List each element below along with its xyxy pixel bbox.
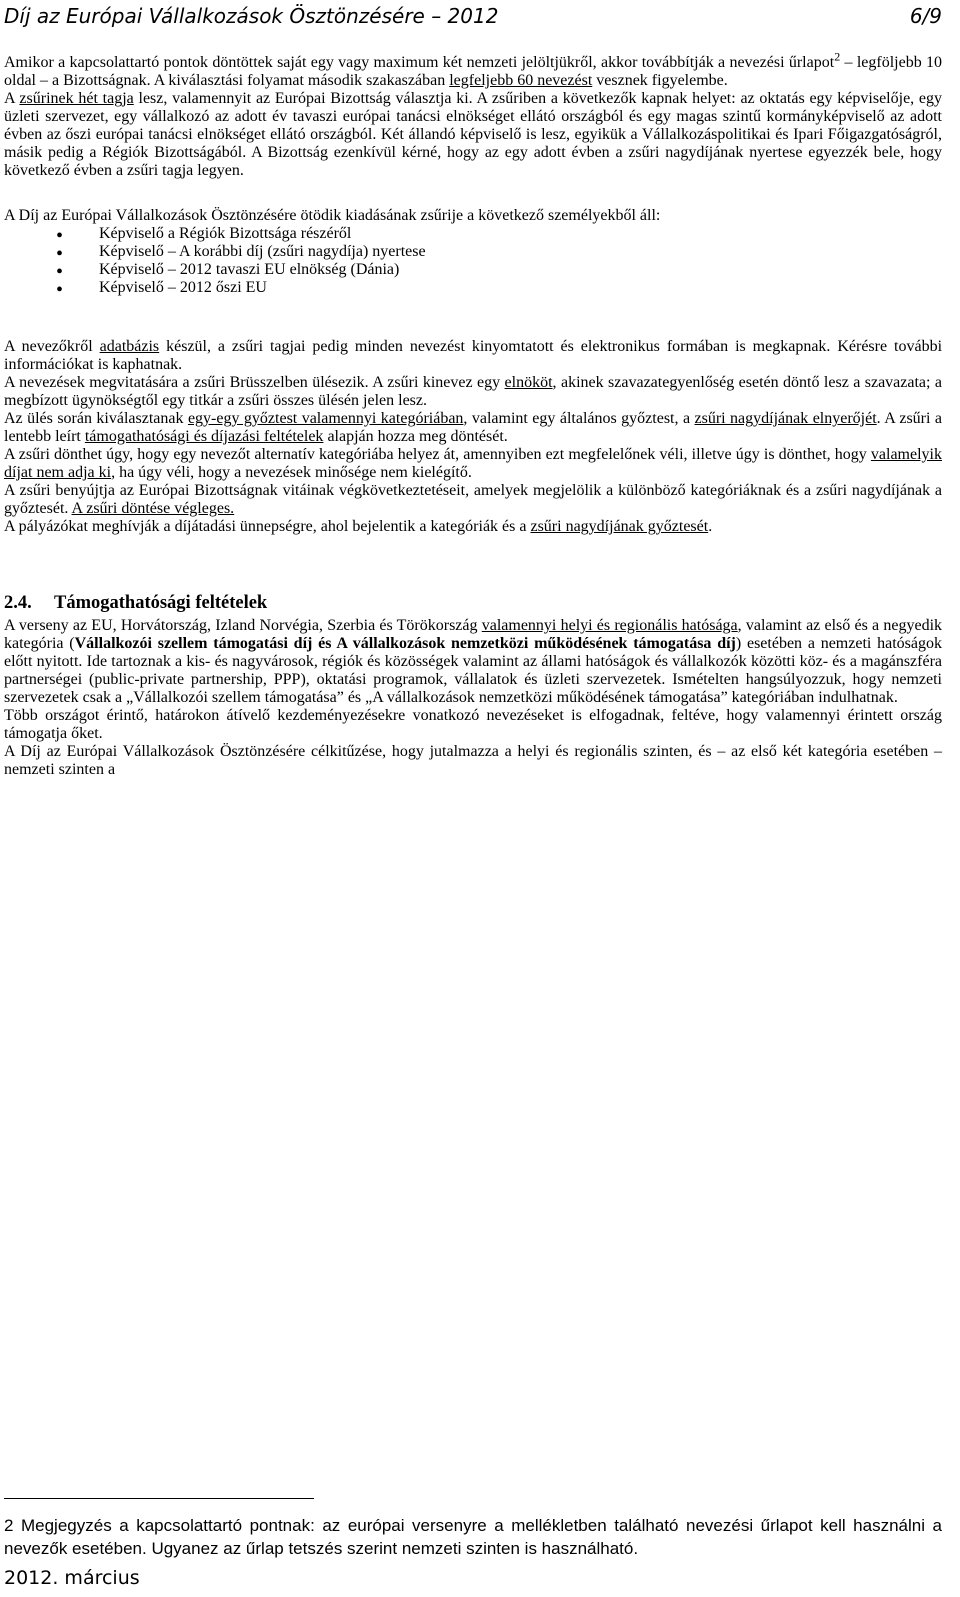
paragraph-submission: Amikor a kapcsolattartó pontok döntöttek saját egy vagy maximum két nemzeti jelöltjükről, akkor továbbítják a nevezési űrlapot$^2$ – legföljebb 10 oldal – a Bizottságnak. A kiválasztási folyamat második szakaszában legfeljebb 60 nevezést vesznek figyelembe.	[4, 49, 943, 89]
jury-list	[4, 225, 942, 297]
paragraph-ceremony: A pályázókat meghívják a díjátadási ünnepségre, ahol bejelentik a kategóriák és a zsűri nagydíjának győztesét.	[4, 518, 713, 535]
paragraph-jury-members: A zsűrinek hét tagja lesz, valamennyit az Európai Bizottság választja ki. A zsűriben a következők kapnak helyet: az oktatás egy képviselője, egy üzleti szervezet, egy vállalkozó az adott év tavaszi európai tanácsi elnökséget ellátó országból és egy magas szintű kormányképviselő az adott évben az őszi európai tanácsi elnökséget ellátó országból. Két állandó képviselő is lesz, egyikük a Vállalkozáspolitikai és Ipari Főigazgatóságról, másik pedig a Régiók Bizottságából. A Bizottság ezenkívül kérné, hogy az egy adott évben a zsűri nagydíjának nyertese egyezzék bele, hogy következő évben a zsűri tagja legyen.	[4, 90, 943, 179]
footnote: 2 Megjegyzés a kapcsolattartó pontnak: az európai versenyre a mellékletben található nevezési űrlapot kell használni a nevezők esetében. Ugyanez az űrlap tetszés szerint nemzeti szinten is használható.	[4, 1516, 942, 1558]
list-item: • Képviselő a Régiók Bizottsága részéről	[4, 225, 942, 243]
page-number: 6/9	[909, 4, 942, 28]
page-header	[4, 4, 942, 32]
footnote-ref[interactable]: 2	[834, 49, 841, 64]
paragraph-objective: A Díj az Európai Vállalkozások Ösztönzésére célkitűzése, hogy jutalmazza a helyi és regionális szinten, és – az első két kategória esetében – nemzeti szinten a	[4, 743, 942, 779]
page-footer-date: 2012. március	[4, 1567, 140, 1589]
list-item: • Képviselő – A korábbi díj (zsűri nagydíja) nyertese	[4, 243, 942, 261]
section-heading: 2.4. Támogathatósági feltételek	[4, 593, 268, 613]
paragraph-cross-border: Több országot érintő, határokon átívelő kezdeményezésekre vonatkozó nevezéseket is elfogadnak, feltéve, hogy valamennyi érintett ország támogatja őket.	[4, 707, 942, 743]
paragraph-conclusions: A zsűri benyújtja az Európai Bizottságnak vitáinak végkövetkeztetéseit, amelyek megjelölik a különböző kategóriáknak és a zsűri nagydíjának a győztesét. A zsűri döntése végleges.	[4, 482, 942, 517]
document-title: Díj az Európai Vállalkozások Ösztönzésére – 2012	[4, 4, 499, 28]
paragraph-meeting: A nevezések megvitatására a zsűri Brüsszelben ülésezik. A zsűri kinevez egy elnököt, akinek szavazategyenlőség esetén döntő lesz a szavazata; a megbízott ügynökségtől egy titkár a zsűri összes ülésén jelen lesz.	[4, 374, 943, 409]
list-item: • Képviselő – 2012 tavaszi EU elnökség (Dánia)	[4, 261, 942, 279]
paragraph-jury-composition: A Díj az Európai Vállalkozások Ösztönzésére ötödik kiadásának zsűrije a következő személyekből áll:	[4, 207, 661, 224]
paragraph-database: A nevezőkről adatbázis készül, a zsűri tagjai pedig minden nevezést kinyomtatott és elektronikus formában is megkapnak. Kérésre további információkat is kaphatnak.	[4, 338, 943, 373]
document-body	[4, 49, 943, 779]
paragraph-alternative: A zsűri dönthet úgy, hogy egy nevezőt alternatív kategóriába helyez át, amennyiben ezt megfelelőnek véli, illetve úgy is dönthet, hogy valamelyik díjat nem adja ki, ha úgy véli, hogy a nevezések minősége nem kielégítő.	[4, 446, 942, 481]
paragraph-selection: Az ülés során kiválasztanak egy-egy győztest valamennyi kategóriában, valamint egy általános győztest, a zsűri nagydíjának elnyerőjét. A zsűri a lentebb leírt támogathatósági és díjazási feltételek alapján hozza meg döntését.	[4, 410, 943, 445]
list-item: • Képviselő – 2012 őszi EU	[4, 279, 942, 297]
paragraph-eligibility: A verseny az EU, Horvátország, Izland Norvégia, Szerbia és Törökország valamennyi helyi és regionális hatósága, valamint az első és a negyedik kategória (Vállalkozói szellem támogatási díj és A vállalkozások nemzetközi működésének támogatása díj) esetében a nemzeti hatóságok előtt nyitott. Ide tartoznak a kis- és nagyvárosok, régiók és közösségek valamint az állami hatóságok és vállalkozók közötti köz- és a magánszféra partnerségei (public-private partnership, PPP), oktatási programok, vállalatok és üzleti szervezetek. Ismételten hangsúlyozzuk, hogy nemzeti szervezetek csak a „Vállalkozói szellem támogatása” és „A vállalkozások nemzetközi működésének támogatása” kategóriában indulhatnak.	[4, 617, 943, 707]
footnote-divider	[4, 1498, 314, 1499]
